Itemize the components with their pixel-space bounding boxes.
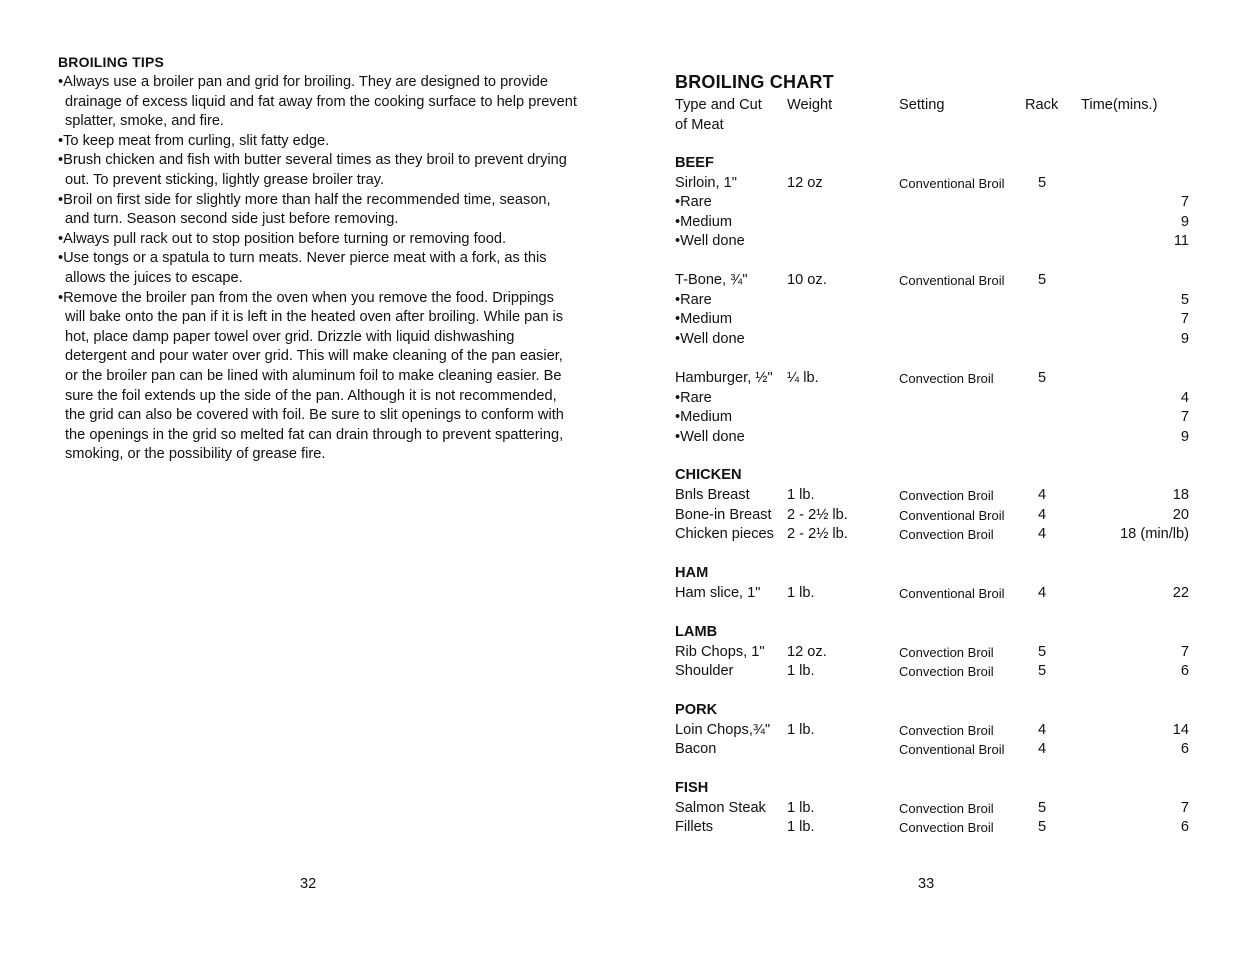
cell-rack: 5 bbox=[1037, 644, 1047, 660]
cell-setting: Convection Broil bbox=[899, 664, 994, 679]
section-heading-row bbox=[675, 701, 1235, 721]
cell-name: •Well done bbox=[675, 331, 745, 347]
cell-rack: 4 bbox=[1037, 741, 1047, 757]
table-row bbox=[675, 408, 1235, 428]
table-row bbox=[675, 271, 1235, 291]
cell-name: Bacon bbox=[675, 741, 717, 757]
cell-rack: 5 bbox=[1037, 370, 1047, 386]
table-row bbox=[675, 310, 1235, 330]
table-row bbox=[675, 721, 1235, 741]
cell-time: 4 bbox=[1180, 390, 1189, 406]
tip-item: •Use tongs or a spatula to turn meats. Never pierce meat with a fork, as this allows the juices to escape. bbox=[58, 250, 547, 286]
cell-weight: 1 lb. bbox=[787, 487, 815, 503]
cell-name: Bone-in Breast bbox=[675, 507, 772, 523]
cell-setting: Conventional Broil bbox=[899, 508, 1005, 523]
cell-time: 7 bbox=[1180, 644, 1189, 660]
cell-name: •Rare bbox=[675, 194, 712, 210]
cell-name: •Medium bbox=[675, 214, 733, 230]
cell-time: 9 bbox=[1180, 429, 1189, 445]
cell-rack: 4 bbox=[1037, 507, 1047, 523]
cell-time: 18 (min/lb) bbox=[1120, 526, 1189, 542]
cell-weight: 10 oz. bbox=[787, 272, 827, 288]
table-row bbox=[675, 818, 1235, 838]
column-header-rack: Rack bbox=[1025, 97, 1059, 113]
cell-setting: Convection Broil bbox=[899, 723, 994, 738]
cell-time: 6 bbox=[1180, 663, 1189, 679]
cell-name: Salmon Steak bbox=[675, 800, 766, 816]
cell-weight: 1 lb. bbox=[787, 663, 815, 679]
cell-name: •Rare bbox=[675, 390, 712, 406]
cell-name: T-Bone, ¾" bbox=[675, 272, 748, 288]
table-row bbox=[675, 193, 1235, 213]
cell-name: Fillets bbox=[675, 819, 714, 835]
column-header-time: Time(mins.) bbox=[1081, 97, 1158, 113]
cell-weight: 12 oz. bbox=[787, 644, 827, 660]
table-row bbox=[675, 584, 1235, 604]
cell-time: 7 bbox=[1180, 800, 1189, 816]
cell-weight: 2 - 2½ lb. bbox=[787, 526, 848, 542]
table-row bbox=[675, 369, 1235, 389]
section-heading-row bbox=[675, 623, 1235, 643]
tip-item: •Always pull rack out to stop position before turning or removing food. bbox=[58, 230, 507, 247]
cell-name: Sirloin, 1" bbox=[675, 175, 737, 191]
cell-time: 5 bbox=[1180, 292, 1189, 308]
cell-rack: 5 bbox=[1037, 175, 1047, 191]
table-row bbox=[675, 389, 1235, 409]
cell-rack: 4 bbox=[1037, 585, 1047, 601]
column-header-type bbox=[675, 96, 762, 135]
table-row bbox=[675, 525, 1235, 545]
cell-name: Ham slice, 1" bbox=[675, 585, 761, 601]
tip-item: •To keep meat from curling, slit fatty edge. bbox=[58, 132, 330, 149]
cell-weight: 1 lb. bbox=[787, 585, 815, 601]
cell-name: CHICKEN bbox=[675, 467, 742, 483]
broiling-chart-heading: BROILING CHART bbox=[675, 72, 834, 92]
cell-weight: 12 oz bbox=[787, 175, 823, 191]
column-header-type-line1: Type and Cut bbox=[675, 97, 762, 113]
cell-setting: Conventional Broil bbox=[899, 176, 1005, 191]
table-row bbox=[675, 330, 1235, 350]
cell-time: 9 bbox=[1180, 331, 1189, 347]
table-row bbox=[675, 506, 1235, 526]
left-page bbox=[0, 0, 617, 954]
cell-time: 7 bbox=[1180, 194, 1189, 210]
cell-weight: 1 lb. bbox=[787, 722, 815, 738]
table-row bbox=[675, 213, 1235, 233]
tip-item: •Remove the broiler pan from the oven when you remove the food. Drippings will bake onto the pan if it is left in the heated oven after broiling. While pan is hot, place damp paper towel over grid. Drizzle with liquid dishwashing detergent and pour water over grid. This will make cleaning of the pan easier, or the broiler pan can be lined with aluminum foil to make cleaning easier. Be sure the foil extends up the side of the pan. Although it is not recommended, the grid can also be covered with foil. Be sure to slit openings to conform with the openings in the grid so melted fat can drain through to prevent spattering, smoking, or the possibility of grease fire. bbox=[58, 289, 564, 463]
cell-time: 22 bbox=[1172, 585, 1189, 601]
column-header-weight: Weight bbox=[787, 97, 833, 113]
section-heading-row bbox=[675, 154, 1235, 174]
cell-time: 7 bbox=[1180, 311, 1189, 327]
cell-rack: 5 bbox=[1037, 800, 1047, 816]
cell-weight: 1 lb. bbox=[787, 819, 815, 835]
section-heading-row bbox=[675, 564, 1235, 584]
table-row bbox=[675, 428, 1235, 448]
cell-setting: Convection Broil bbox=[899, 801, 994, 816]
right-page bbox=[618, 0, 1235, 954]
cell-name: •Well done bbox=[675, 429, 745, 445]
cell-rack: 5 bbox=[1037, 819, 1047, 835]
cell-name: PORK bbox=[675, 702, 718, 718]
cell-time: 18 bbox=[1172, 487, 1189, 503]
tip-item: •Brush chicken and fish with butter several times as they broil to prevent drying out. To prevent sticking, lightly grease broiler tray. bbox=[58, 152, 567, 188]
cell-time: 20 bbox=[1172, 507, 1189, 523]
cell-time: 7 bbox=[1180, 409, 1189, 425]
tip-item: •Always use a broiler pan and grid for broiling. They are designed to provide drainage of excess liquid and fat away from the cooking surface to help prevent splatter, smoke, and fire. bbox=[58, 74, 577, 130]
column-header-setting: Setting bbox=[899, 97, 945, 113]
cell-name: •Medium bbox=[675, 311, 733, 327]
cell-name: •Rare bbox=[675, 292, 712, 308]
cell-setting: Convection Broil bbox=[899, 645, 994, 660]
cell-setting: Conventional Broil bbox=[899, 742, 1005, 757]
tip-item: •Broil on first side for slightly more than half the recommended time, season, and turn. Season second side just before removing. bbox=[58, 191, 551, 228]
cell-name: •Medium bbox=[675, 409, 733, 425]
cell-name: Chicken pieces bbox=[675, 526, 774, 542]
column-header-type-line2: of Meat bbox=[675, 116, 724, 133]
cell-time: 6 bbox=[1180, 819, 1189, 835]
table-row bbox=[675, 174, 1235, 194]
cell-time: 11 bbox=[1173, 233, 1189, 249]
cell-time: 6 bbox=[1180, 741, 1189, 757]
broiling-tips-list bbox=[58, 73, 578, 465]
cell-rack: 5 bbox=[1037, 272, 1047, 288]
cell-name: Bnls Breast bbox=[675, 487, 750, 503]
table-row bbox=[675, 291, 1235, 311]
cell-setting: Convection Broil bbox=[899, 820, 994, 835]
cell-name: Hamburger, ½" bbox=[675, 370, 773, 386]
page-number-left: 32 bbox=[300, 876, 317, 892]
cell-weight: 2 - 2½ lb. bbox=[787, 507, 848, 523]
cell-time: 14 bbox=[1172, 722, 1189, 738]
cell-rack: 5 bbox=[1037, 663, 1047, 679]
cell-setting: Conventional Broil bbox=[899, 273, 1005, 288]
cell-weight: 1 lb. bbox=[787, 800, 815, 816]
cell-time: 9 bbox=[1180, 214, 1189, 230]
table-row bbox=[675, 799, 1235, 819]
cell-name: Loin Chops,¾" bbox=[675, 722, 771, 738]
table-row bbox=[675, 740, 1235, 760]
cell-name: Shoulder bbox=[675, 663, 734, 679]
section-heading-row bbox=[675, 466, 1235, 486]
cell-setting: Conventional Broil bbox=[899, 586, 1005, 601]
cell-name: •Well done bbox=[675, 233, 745, 249]
broiling-tips-heading: BROILING TIPS bbox=[58, 54, 165, 70]
table-row bbox=[675, 486, 1235, 506]
cell-name: FISH bbox=[675, 780, 709, 796]
cell-weight: ¼ lb. bbox=[787, 370, 819, 386]
cell-setting: Convection Broil bbox=[899, 527, 994, 542]
cell-rack: 4 bbox=[1037, 487, 1047, 503]
table-row bbox=[675, 643, 1235, 663]
page-number-right: 33 bbox=[918, 876, 935, 892]
cell-name: HAM bbox=[675, 565, 709, 581]
cell-setting: Convection Broil bbox=[899, 371, 994, 386]
cell-name: BEEF bbox=[675, 155, 714, 171]
table-row bbox=[675, 662, 1235, 682]
cell-name: Rib Chops, 1" bbox=[675, 644, 765, 660]
cell-setting: Convection Broil bbox=[899, 488, 994, 503]
cell-rack: 4 bbox=[1037, 722, 1047, 738]
section-heading-row bbox=[675, 779, 1235, 799]
table-row bbox=[675, 232, 1235, 252]
cell-rack: 4 bbox=[1037, 526, 1047, 542]
cell-name: LAMB bbox=[675, 624, 718, 640]
